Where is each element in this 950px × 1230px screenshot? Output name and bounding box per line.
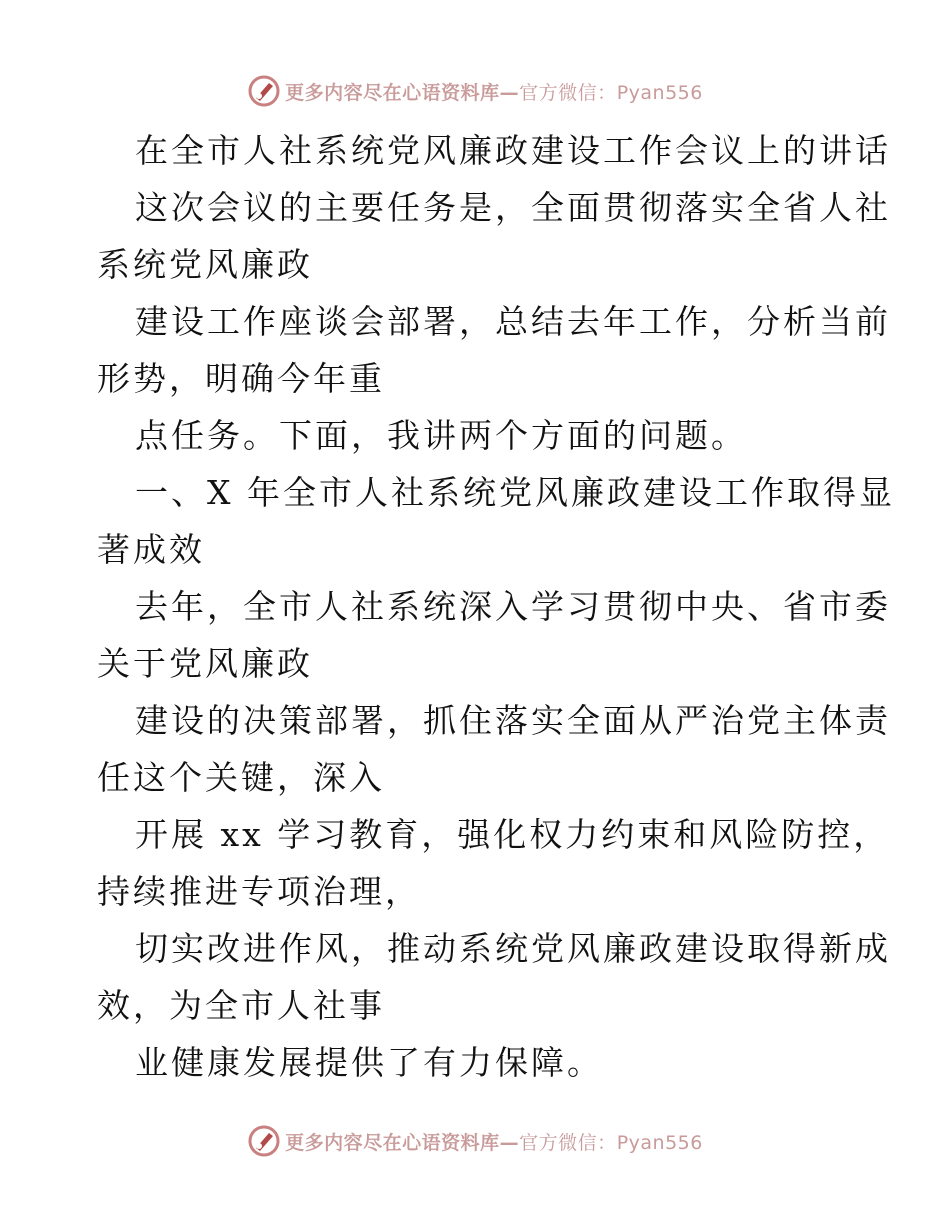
paragraph-line: 系统党风廉政 [97, 245, 313, 284]
fountain-pen-logo-icon [247, 1124, 281, 1158]
paragraph-line: 开展 xx 学习教育，强化权力约束和风险防控， [135, 815, 890, 854]
paragraph-line: 形势，明确今年重 [97, 359, 385, 398]
paragraph-line: 关于党风廉政 [97, 644, 313, 683]
paragraph-line: 效，为全市人社事 [97, 986, 385, 1025]
footer-watermark [0, 1121, 950, 1161]
section-heading: 一、X 年全市人社系统党风廉政建设工作取得显 [135, 473, 895, 512]
fountain-pen-logo-icon [247, 74, 281, 108]
watermark-text: 更多内容尽在心语资料库—官方微信：Pyan556 [285, 1131, 703, 1154]
paragraph-line: 建设的决策部署，抓住落实全面从严治党主体责 [135, 701, 891, 740]
paragraph-line: 业健康发展提供了有力保障。 [135, 1043, 603, 1082]
document-title: 在全市人社系统党风廉政建设工作会议上的讲话 [135, 131, 891, 170]
paragraph-line: 任这个关键，深入 [97, 758, 385, 797]
watermark-text: 更多内容尽在心语资料库—官方微信：Pyan556 [285, 81, 703, 104]
paragraph-line: 持续推进专项治理， [97, 872, 421, 911]
document-body [97, 122, 895, 1091]
paragraph-line: 去年，全市人社系统深入学习贯彻中央、省市委 [135, 587, 891, 626]
paragraph-line: 点任务。下面，我讲两个方面的问题。 [135, 416, 747, 455]
header-watermark [0, 71, 950, 111]
paragraph-line: 建设工作座谈会部署，总结去年工作，分析当前 [135, 302, 891, 341]
paragraph-line: 切实改进作风，推动系统党风廉政建设取得新成 [135, 929, 891, 968]
section-heading-continuation: 著成效 [97, 530, 205, 569]
paragraph-line: 这次会议的主要任务是，全面贯彻落实全省人社 [135, 188, 891, 227]
